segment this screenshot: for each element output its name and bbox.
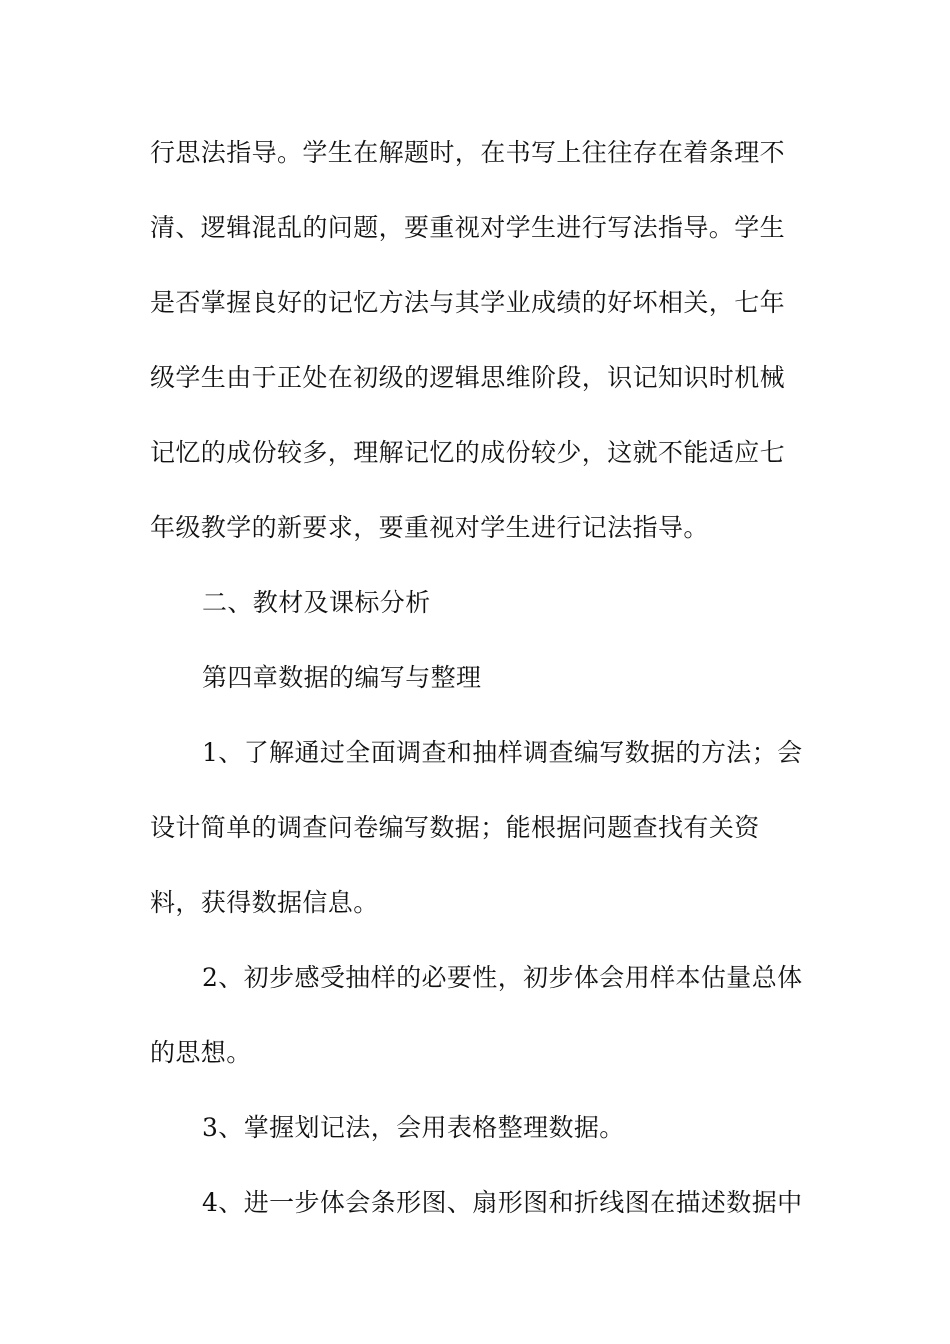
list-item-1-line-2: 设计简单的调查问卷编写数据；能根据问题查找有关资 [150,813,760,842]
list-item-1-line-1: 1、了解通过全面调查和抽样调查编写数据的方法；会 [202,738,803,767]
chapter-title: 第四章数据的编写与整理 [202,663,482,692]
list-item-2-line-1: 2、初步感受抽样的必要性，初步体会用样本估量总体 [202,963,803,992]
section-heading: 二、教材及课标分析 [202,588,431,617]
paragraph-line-5: 记忆的成份较多，理解记忆的成份较少，这就不能适应七 [150,438,786,467]
paragraph-line-2: 清、逻辑混乱的问题，要重视对学生进行写法指导。学生 [150,213,786,242]
list-item-3: 3、掌握划记法，会用表格整理数据。 [202,1113,625,1142]
list-item-1-line-3: 料，获得数据信息。 [150,888,379,917]
list-item-4-line-1: 4、进一步体会条形图、扇形图和折线图在描述数据中 [202,1188,803,1217]
paragraph-line-1: 行思法指导。学生在解题时，在书写上往往存在着条理不 [150,138,786,167]
list-item-2-line-2: 的思想。 [150,1038,252,1067]
paragraph-line-4: 级学生由于正处在初级的逻辑思维阶段，识记知识时机械 [150,363,786,392]
paragraph-line-3: 是否掌握良好的记忆方法与其学业成绩的好坏相关，七年 [150,288,786,317]
paragraph-line-6: 年级教学的新要求，要重视对学生进行记法指导。 [150,513,709,542]
